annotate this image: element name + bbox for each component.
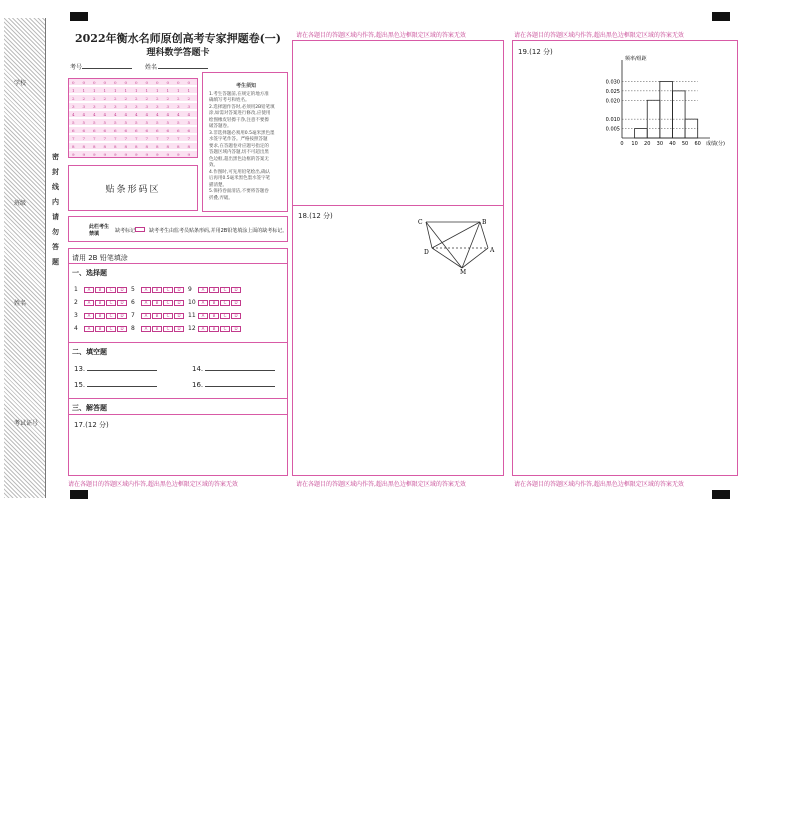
id-bubble[interactable]: 3 [93,104,96,109]
choice-bubble-d[interactable]: D [174,313,184,319]
id-bubble[interactable]: 0 [135,80,138,85]
id-bubble[interactable]: 9 [135,152,138,157]
divider [68,342,288,343]
id-bubble[interactable]: 4 [93,112,96,117]
id-bubble[interactable]: 1 [72,88,75,93]
histogram-bar [660,81,673,138]
geom-label-a: A [490,247,495,254]
choice-question-1 [74,286,127,293]
id-bubble[interactable]: 6 [177,128,180,133]
section-fill: 二、填空题 [72,348,107,356]
x-axis-label: 成绩(分) [706,141,725,147]
choice-bubble-d[interactable]: D [231,300,241,306]
choice-bubble-c[interactable]: C [220,326,230,332]
notes-line: 绘图橡皮轻擦干净,注意不要擦 [209,117,269,123]
page-subtitle: 理科数学答题卡 [146,48,210,58]
choice-number: 5 [131,286,135,293]
id-bubble[interactable]: 5 [135,120,138,125]
id-bubble[interactable]: 7 [114,136,117,141]
choice-number: 3 [74,312,78,319]
divider [68,263,288,264]
y-tick-label: 0.020 [605,98,620,105]
id-bubble[interactable]: 9 [82,152,86,157]
id-bubble[interactable]: 8 [187,144,191,149]
choice-bubble-d[interactable]: D [174,326,184,332]
id-bubble[interactable]: 9 [114,152,117,157]
notes-line: 5.保持卷面清洁,不要将答题卷 [209,189,269,194]
id-bubble[interactable]: 3 [145,104,149,109]
boundary-warning: 请在各题目的答题区域内作答,超出黑色边框限定区域的答案无效 [296,481,466,488]
registration-mark [712,12,730,21]
notes-line: 水签字笔作答。严格按照答题 [209,137,268,142]
id-bubble[interactable]: 8 [114,144,117,149]
id-bubble[interactable]: 1 [177,88,180,93]
id-bubble[interactable]: 5 [177,120,180,125]
choice-bubble-b[interactable]: B [95,300,105,306]
choice-bubble-d[interactable]: D [231,326,241,332]
choice-bubble-d[interactable]: D [174,287,184,293]
id-bubble[interactable]: 6 [166,128,170,133]
id-bubble[interactable]: 6 [93,128,96,133]
choice-bubble-c[interactable]: C [163,313,173,319]
id-bubble[interactable]: 8 [177,144,180,149]
geom-label-m: M [460,269,467,276]
choice-bubble-a[interactable]: A [84,300,94,306]
id-bubble[interactable]: 5 [72,120,75,125]
notes-heading: 考生须知 [235,83,256,89]
id-bubble[interactable]: 1 [103,88,107,93]
seal-label-name: 姓名 [14,300,27,307]
seal-strip [4,18,46,498]
choice-question-10 [188,299,241,306]
id-bubble[interactable]: 3 [135,104,138,109]
name-field[interactable] [158,68,208,69]
id-bubble[interactable]: 3 [124,104,128,109]
seal-label-exam-id: 考试证号 [14,420,39,427]
notes-line: 答题区域内答题,切不可超出黑 [209,150,269,155]
id-bubble[interactable]: 0 [82,80,86,85]
id-bubble[interactable]: 7 [145,136,149,141]
y-tick-label: 0.025 [605,88,620,95]
seal-label-school: 学校 [14,80,27,87]
choice-bubble-c[interactable]: C [163,287,173,293]
id-bubble[interactable]: 7 [156,136,159,141]
frequency-histogram [596,54,725,154]
id-bubble[interactable]: 7 [72,136,75,141]
choice-bubble-a[interactable]: A [198,300,208,306]
choice-question-9 [188,286,241,293]
question-19-label: 19.(12 分) [518,48,553,56]
id-bubble[interactable]: 9 [187,152,191,157]
choice-bubble-c[interactable]: C [106,287,116,293]
id-bubble[interactable]: 6 [187,128,191,133]
id-bubble[interactable]: 0 [177,80,180,85]
choice-bubble-b[interactable]: B [95,313,105,319]
y-tick-label: 0.030 [605,79,620,86]
absent-label: 此栏考生禁填 [89,224,110,237]
choice-bubble-c[interactable]: C [106,326,116,332]
id-bubble[interactable]: 4 [187,112,191,117]
page-title: 2022年衡水名师原创高考专家押题卷(一) [74,32,282,45]
fill-item-15[interactable] [74,381,157,389]
id-bubble[interactable]: 0 [145,80,149,85]
registration-mark [70,490,88,499]
id-bubble[interactable]: 3 [156,104,159,109]
histogram-bar [672,91,685,138]
choice-bubble-c[interactable]: C [106,313,116,319]
absent-mark-box[interactable] [135,227,145,232]
fill-item-number: 15. [74,381,86,389]
section-solve: 三、解答题 [72,404,107,412]
choice-bubble-d[interactable]: D [231,313,241,319]
id-bubble[interactable]: 9 [72,152,75,157]
x-tick-label: 10 [631,141,638,147]
choice-bubble-d[interactable]: D [231,287,241,293]
divider [68,398,288,399]
geom-label-d: D [424,249,429,256]
id-bubble[interactable]: 7 [135,136,138,141]
registration-mark [70,12,88,21]
id-bubble[interactable]: 0 [187,80,191,85]
divider [68,414,288,415]
geometry-figure [416,218,502,274]
question-17-label: 17.(12 分) [74,421,109,429]
id-bubble[interactable]: 2 [156,96,159,101]
choice-question-6 [131,299,184,306]
seal-label-class: 班级 [14,200,27,207]
notes-box [202,72,288,212]
name-label: 姓名 [145,64,158,71]
notes-line: 后再用0.5毫米黑色墨水签字笔 [209,176,271,181]
id-bubble[interactable]: 0 [72,80,75,85]
notes-line: 4.作图时,可先用铅笔绘出,确认 [209,169,271,175]
id-bubble[interactable]: 3 [103,104,107,109]
choice-number: 9 [188,286,192,293]
id-bubble[interactable]: 6 [124,128,128,133]
id-bubble[interactable]: 5 [114,120,117,125]
id-bubble[interactable]: 2 [82,96,86,101]
choice-question-3 [74,312,127,319]
id-bubble[interactable]: 6 [82,128,86,133]
id-bubble[interactable]: 1 [82,88,86,93]
fill-item-number: 14. [192,365,204,373]
boundary-warning: 请在各题目的答题区域内作答,超出黑色边框限定区域的答案无效 [514,32,684,39]
geom-label-b: B [482,219,487,226]
y-tick-label: 0.010 [605,117,620,124]
id-bubble[interactable]: 0 [156,80,159,85]
choice-question-11 [188,312,241,319]
id-bubble[interactable]: 4 [72,112,75,117]
notes-line: 折叠,弄破。 [209,195,233,201]
boundary-warning: 请在各题目的答题区域内作答,超出黑色边框限定区域的答案无效 [296,32,466,39]
choice-number: 1 [74,286,78,293]
notes-line: 涂,如需对答案进行修改,应使用 [209,111,271,116]
id-bubble[interactable]: 8 [166,144,170,149]
choice-bubble-b[interactable]: B [209,300,219,306]
id-bubble[interactable]: 2 [72,96,75,101]
choice-question-5 [131,286,184,293]
choice-bubble-b[interactable]: B [152,287,162,293]
choice-bubble-a[interactable]: A [84,313,94,319]
id-bubble[interactable]: 1 [135,88,138,93]
id-bubble[interactable]: 9 [177,152,180,157]
answer-panel-left [68,248,288,476]
id-bubble[interactable]: 5 [156,120,159,125]
id-bubble[interactable]: 2 [187,96,191,101]
id-bubble[interactable]: 9 [145,152,149,157]
choice-number: 2 [74,299,78,306]
absent-box [68,216,288,242]
id-bubble[interactable]: 3 [166,104,170,109]
choice-bubble-c[interactable]: C [163,300,173,306]
notes-line: 色边框,超出黑色边框的答案无 [209,156,269,162]
id-bubble[interactable]: 2 [93,96,96,101]
id-bubble[interactable]: 5 [166,120,170,125]
x-tick-label: 40 [669,141,676,147]
id-bubble[interactable]: 3 [82,104,86,109]
id-bubble[interactable]: 0 [93,80,96,85]
id-bubble[interactable]: 8 [124,144,128,149]
choice-bubble-c[interactable]: C [220,313,230,319]
x-tick-label: 50 [681,141,689,147]
id-bubble[interactable]: 1 [187,88,191,93]
divider [292,205,504,206]
id-bubble[interactable]: 1 [114,88,117,93]
id-bubble[interactable]: 8 [82,144,86,149]
choice-bubble-b[interactable]: B [95,326,105,332]
id-bubble[interactable]: 7 [82,136,86,141]
id-bubble[interactable]: 2 [114,96,117,101]
fill-item-16[interactable] [192,381,275,389]
id-bubble[interactable]: 4 [145,112,149,117]
choice-bubble-c[interactable]: C [163,326,173,332]
id-bubble[interactable]: 4 [124,112,128,117]
choice-bubble-b[interactable]: B [209,313,219,319]
id-bubble[interactable]: 9 [103,152,107,157]
id-bubble[interactable]: 9 [124,152,128,157]
absent-mark-label: 缺考标记 [115,228,136,234]
notes-lines [209,92,283,203]
choice-question-8 [131,325,184,332]
notes-line: 2.选择题作答时,必须用2B铅笔填 [209,104,275,110]
notes-line: 3.非选择题必须用0.5毫米黑色墨 [209,130,275,136]
absent-instructions: 缺考考生由监考员贴条形码,并用2B铅笔填涂上面的缺考标记。 [149,228,288,234]
exam-no-label: 考号 [70,64,83,71]
id-bubble[interactable]: 4 [166,112,170,117]
id-bubble[interactable]: 5 [93,120,96,125]
choice-bubble-b[interactable]: B [152,313,162,319]
fill-note: 请用 2B 铅笔填涂 [72,254,128,262]
id-bubble[interactable]: 2 [177,96,180,101]
boundary-warning: 请在各题目的答题区域内作答,超出黑色边框限定区域的答案无效 [68,481,238,488]
id-bubble[interactable]: 4 [156,112,159,117]
id-bubble[interactable]: 9 [93,152,96,157]
choice-number: 12 [188,325,196,332]
choice-number: 4 [74,325,78,332]
choice-number: 7 [131,312,135,319]
choice-bubble-d[interactable]: D [117,313,127,319]
id-bubble[interactable]: 4 [82,112,86,117]
id-bubble[interactable]: 0 [124,80,128,85]
choice-question-7 [131,312,184,319]
choice-bubble-c[interactable]: C [106,300,116,306]
id-bubble[interactable]: 8 [93,144,96,149]
x-tick-label: 0 [620,141,624,147]
id-bubble[interactable]: 7 [103,136,107,141]
fill-item-14[interactable] [192,365,275,373]
notes-line: 确填写考号和姓名。 [209,98,250,103]
choice-bubble-a[interactable]: A [141,313,151,319]
id-bubble[interactable]: 4 [114,112,117,117]
id-bubble[interactable]: 1 [93,88,96,93]
boundary-warning: 请在各题目的答题区域内作答,超出黑色边框限定区域的答案无效 [514,481,684,488]
id-bubble[interactable]: 9 [156,152,159,157]
choice-bubble-d[interactable]: D [117,300,127,306]
barcode-area: 贴条形码区 [68,165,198,211]
id-bubble[interactable]: 1 [145,88,149,93]
choice-bubble-b[interactable]: B [95,287,105,293]
id-bubble[interactable]: 0 [103,80,107,85]
choice-question-2 [74,299,127,306]
id-bubble[interactable]: 2 [124,96,128,101]
id-bubble[interactable]: 3 [72,104,75,109]
choice-bubble-d[interactable]: D [117,287,127,293]
id-bubble[interactable]: 3 [187,104,191,109]
choice-bubble-b[interactable]: B [209,287,219,293]
question-18-label: 18.(12 分) [298,212,333,220]
choice-bubble-a[interactable]: A [198,326,208,332]
id-bubble[interactable]: 8 [72,144,75,149]
y-axis-label: 频率/组距 [625,56,647,62]
y-tick-label: 0.005 [605,126,620,133]
id-bubble[interactable]: 3 [177,104,180,109]
id-bubble[interactable]: 4 [103,112,107,117]
section-choice: 一、选择题 [72,269,107,277]
exam-no-field[interactable] [82,68,132,69]
choice-bubble-b[interactable]: B [152,326,162,332]
registration-mark [712,490,730,499]
notes-line: 要求,在答题卷对应题号指定的 [209,143,269,149]
choice-bubble-c[interactable]: C [220,287,230,293]
geom-label-c: C [418,219,423,226]
id-bubble[interactable]: 6 [156,128,159,133]
choice-bubble-a[interactable]: A [198,287,208,293]
notes-line: 1.考生答题前,在规定的地方准 [209,91,269,97]
id-bubble[interactable]: 2 [103,96,107,101]
histogram-bar [635,129,648,138]
x-tick-label: 20 [644,141,651,147]
id-bubble[interactable]: 6 [114,128,117,133]
id-bubble[interactable]: 2 [145,96,149,101]
id-bubble[interactable]: 2 [135,96,138,101]
choice-number: 8 [131,325,135,332]
choice-bubble-b[interactable]: B [209,326,219,332]
choice-question-4 [74,325,127,332]
id-bubble[interactable]: 6 [145,128,149,133]
choice-bubble-a[interactable]: A [84,326,94,332]
id-bubble[interactable]: 6 [72,128,75,133]
choice-number: 11 [188,312,196,319]
fill-item-number: 13. [74,365,86,373]
id-bubble[interactable]: 1 [156,88,159,93]
id-bubble[interactable]: 0 [166,80,170,85]
choice-bubble-a[interactable]: A [141,326,151,332]
id-bubble[interactable]: 5 [187,120,191,125]
id-bubble[interactable]: 7 [177,136,180,141]
id-bubble[interactable]: 0 [114,80,117,85]
cut-line-text: 密封线内请勿答题 [52,153,59,266]
id-bubble[interactable]: 4 [177,112,180,117]
id-bubble[interactable]: 8 [135,144,138,149]
id-bubble[interactable]: 8 [145,144,149,149]
choice-bubble-b[interactable]: B [152,300,162,306]
id-bubble[interactable]: 1 [166,88,170,93]
choice-bubble-a[interactable]: A [198,313,208,319]
choice-bubble-a[interactable]: A [84,287,94,293]
notes-line: 效。 [209,163,218,168]
choice-number: 10 [188,299,196,306]
id-bubble[interactable]: 6 [103,128,107,133]
id-bubble[interactable]: 9 [166,152,170,157]
fill-item-number: 16. [192,381,204,389]
x-tick-label: 60 [694,141,701,147]
id-bubble[interactable]: 4 [135,112,138,117]
id-bubble[interactable]: 7 [166,136,170,141]
id-bubble[interactable]: 5 [82,120,86,125]
x-tick-label: 30 [656,141,664,147]
exam-id-bubble-grid[interactable] [68,78,198,158]
id-bubble[interactable]: 3 [114,104,117,109]
notes-line: 破答题卷。 [209,124,232,129]
id-bubble[interactable]: 7 [93,136,96,141]
fill-item-13[interactable] [74,365,157,373]
choice-question-12 [188,325,241,332]
id-bubble[interactable]: 8 [156,144,159,149]
id-bubble[interactable]: 5 [145,120,149,125]
choice-bubble-c[interactable]: C [220,300,230,306]
id-bubble[interactable]: 8 [103,144,107,149]
id-bubble[interactable]: 5 [103,120,107,125]
id-bubble[interactable]: 5 [124,120,128,125]
id-bubble[interactable]: 7 [124,136,128,141]
id-bubble[interactable]: 7 [187,136,191,141]
id-bubble[interactable]: 1 [124,88,128,93]
notes-line: 描清楚。 [209,182,227,188]
choice-bubble-d[interactable]: D [174,300,184,306]
choice-bubble-d[interactable]: D [117,326,127,332]
choice-bubble-a[interactable]: A [141,287,151,293]
id-bubble[interactable]: 2 [166,96,170,101]
choice-number: 6 [131,299,135,306]
choice-bubble-a[interactable]: A [141,300,151,306]
id-bubble[interactable]: 6 [135,128,138,133]
